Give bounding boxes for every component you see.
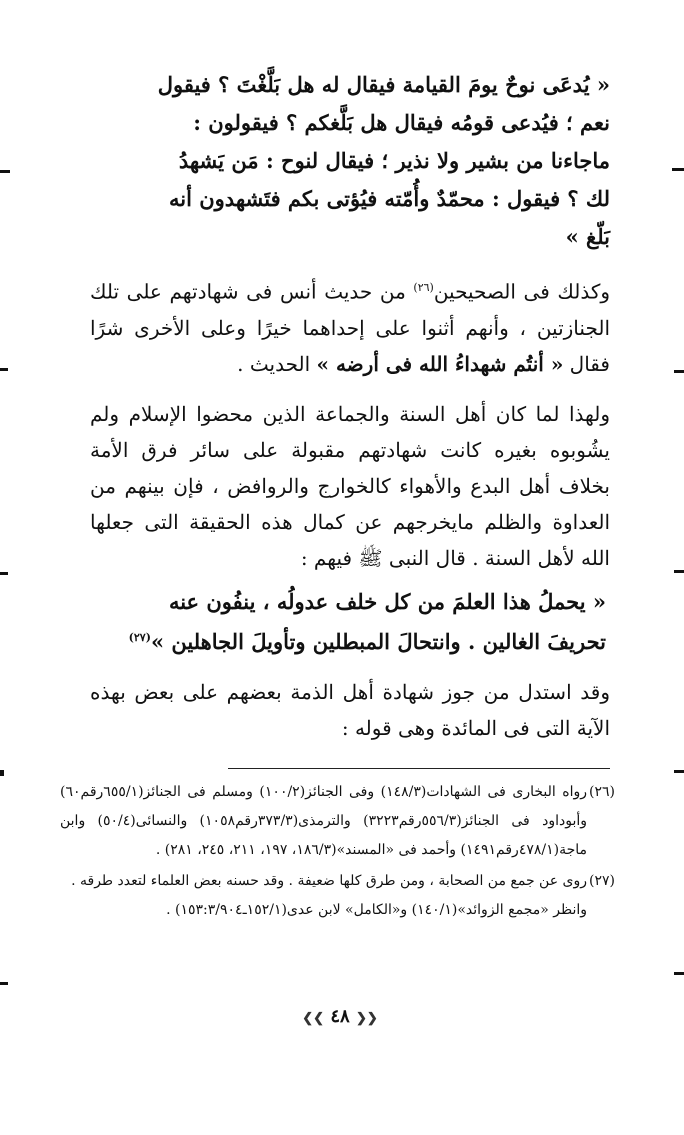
quote-line: « يُدعَى نوحٌ يومَ القيامة فيقال له هل بَلَّغْتَ ؟ فيقول — [157, 72, 610, 97]
margin-mark — [674, 570, 684, 573]
margin-mark — [0, 982, 8, 985]
footnote-body — [60, 867, 587, 925]
ornament-right-icon: ❮❮ — [355, 1011, 378, 1026]
footnote-divider — [228, 768, 610, 769]
footnote-text: روى عن جمع من الصحابة ، ومن طرق كلها ضعيفة . وقد حسنه بعض العلماء لتعدد طرقه . — [71, 873, 587, 889]
footnote-ref-27: (٢٧) — [128, 630, 151, 644]
footnote-26 — [60, 778, 615, 865]
page-number: ٤٨ — [330, 1006, 350, 1027]
page-number-block — [290, 1006, 390, 1027]
para-text: من حديث أنس فى شهادتهم على تلك الجنازتين ، وأنهم أثنوا على إحداهما خيرًا وعلى الأخرى شرًا فقال — [90, 279, 610, 376]
quote-line — [90, 620, 606, 660]
hadith-quote-noah — [90, 66, 610, 256]
hadith-phrase: « أنتُم شهداءُ الله فى أرضه » — [316, 351, 564, 376]
quote-line: بَلّغ » — [565, 224, 610, 249]
main-text — [90, 66, 610, 760]
paragraph-ahl-dhimma: وقد استدل من جوز شهادة أهل الذمة بعضهم على بعض بهذه الآية التى فى المائدة وهى قوله : — [90, 679, 610, 740]
footnote-text: رواه البخارى فى الشهادات(١٤٨/٣) وفى الجنائز(١٠٠/٢) ومسلم فى الجنائز(٦٥٥/١رقم٦٠) وأبوداود فى الجنائز(٥٥٦/٣رقم٣٢٢٣) والترمذى(٣٧٣/٣رقم١٠٥٨) والنسائى(٥٠/٤) وابن ماجة(٤٧٨/١رقم١٤٩١) وأحمد فى «المسند»(١٨٦/٣، ١٩٧، ٢١١، ٢٤٥، ٢٨١) . — [60, 784, 588, 858]
footnotes — [60, 778, 615, 927]
para-lead: وكذلك فى الصحيحين — [433, 279, 610, 304]
paragraph-ahl-sunnah: ولهذا لما كان أهل السنة والجماعة الذين محضوا الإسلام ولم يشُوبوه بغيره كانت شهادتهم مقبولة على سائر فرق الأمة بخلاف أهل البدع والأهواء كالخوارج والروافض ، فإن بينهم من العداوة والظلم مايخرجهم عن كمال هذه الحقيقة التى جعلها الله لأهل السنة . قال النبى ﷺ فيهم : — [90, 401, 610, 570]
margin-mark — [0, 572, 8, 575]
quote-line: ماجاءنا من بشير ولا نذير ؛ فيقال لنوح : مَن يَشهدُ — [178, 148, 610, 173]
quote-line: « يحملُ هذا العلمَ من كل خلف عدولُه ، ينفُون عنه — [168, 588, 606, 614]
quote-line-text: تحريفَ الغالين . وانتحالَ المبطلين وتأويلَ الجاهلين » — [150, 628, 606, 654]
footnote-number: (٢٦) — [589, 784, 615, 800]
margin-mark — [674, 972, 684, 975]
margin-mark — [0, 170, 10, 173]
quote-line: لك ؟ فيقول : محمّدٌ وأُمّته فيُؤتى بكم فتَشهدون أنه — [169, 186, 610, 211]
hadith-quote-knowledge — [90, 584, 610, 660]
margin-mark — [672, 168, 684, 171]
footnote-number: (٢٧) — [589, 873, 615, 889]
ornament-left-icon: ❯❯ — [302, 1011, 325, 1026]
margin-mark — [0, 368, 8, 371]
para-text-end: الحديث . — [237, 351, 317, 376]
footnote-extra: وانظر «مجمع الزوائد»(١٤٠/١) و«الكامل» لابن عدى(١٥٢/١ـ١٥٣:٣/٩٠٤) . — [166, 902, 587, 918]
margin-mark — [674, 770, 684, 773]
paragraph-sahihayn — [90, 270, 610, 382]
footnote-27 — [60, 867, 615, 925]
footnote-ref-26: (٢٦) — [413, 281, 434, 294]
margin-mark — [674, 370, 684, 373]
margin-mark — [0, 770, 4, 776]
quote-line: نعم ؛ فيُدعى قومُه فيقال هل بَلَّغكم ؟ فيقولون : — [193, 110, 610, 135]
